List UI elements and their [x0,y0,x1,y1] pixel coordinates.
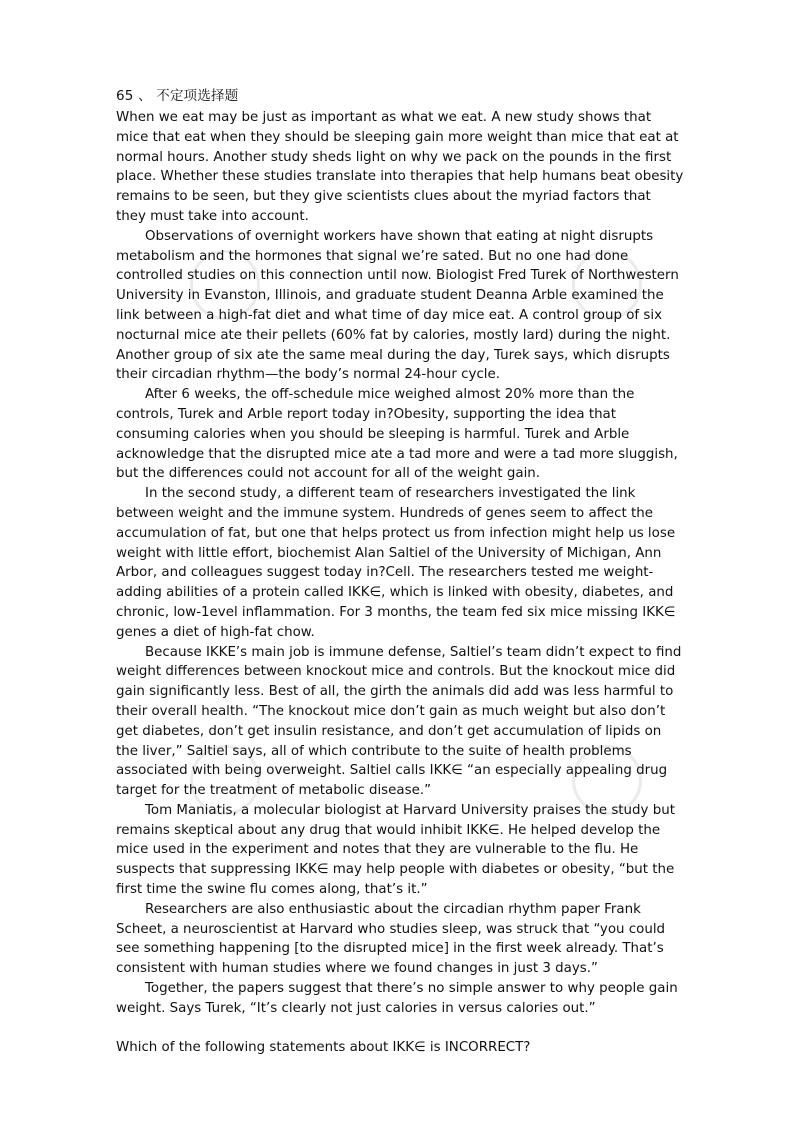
paragraph-4: In the second study, a different team of researchers investigated the link between weight and the immune system. Hundreds of genes seem to affect the accumulation of fat, but one that helps protect us from infection might help us lose weight with little effort, biochemist Alan Saltiel of the University of Michigan, Ann Arbor, and colleagues suggest today in?Cell. The researchers tested me weight-adding abilities of a protein called IKK∈, which is linked with obesity, diabetes, and chronic, low-1evel inflammation. For 3 months, the team fed six mice missing IKK∈ genes a diet of high-fat chow. [116,486,676,640]
question-heading: 65 、 不定项选择题 [116,88,239,104]
paragraph-2: Observations of overnight workers have shown that eating at night disrupts metabolism and the hormones that signal we’re sated. But no one had done controlled studies on this connection until now. Biologist Fred Turek of Northwestern University in Evanston, Illinois, and graduate student Deanna Arble examined the link between a high-fat diet and what time of day mice eat. A control group of six nocturnal mice ate their pellets (60% fat by calories, mostly lard) during the night. Another group of six ate the same meal during the day, Turek says, which disrupts their circadian rhythm—the body’s normal 24-hour cycle. [116,228,679,383]
document-page [116,86,684,1057]
paragraph-7: Researchers are also enthusiastic about the circadian rhythm paper Frank Scheet, a neuroscientist at Harvard who studies sleep, was struck that “you could see something happening [to the disrupted mice] in the first week already. That’s consistent with human studies where we found changes in just 3 days.” [116,901,666,977]
paragraph-6: Tom Maniatis, a molecular biologist at Harvard University praises the study but remains skeptical about any drug that would inhibit IKK∈. He helped develop the mice used in the experiment and notes that they are vulnerable to the flu. He suspects that suppressing IKK∈ may help people with diabetes or obesity, “but the first time the swine flu comes along, that’s it.” [116,802,675,898]
paragraph-3: After 6 weeks, the off-schedule mice weighed almost 20% more than the controls, Turek and Arble report today in?Obesity, supporting the idea that consuming calories when you should be sleeping is harmful. Turek and Arble acknowledge that the disrupted mice ate a tad more and were a tad more sluggish, but the differences could not account for all of the weight gain. [116,387,678,482]
paragraph-8: Together, the papers suggest that there’s no simple answer to why people gain weight. Says Turek, “It’s clearly not just calories in versus calories out.” [116,981,678,1016]
paragraph-5: Because IKKE’s main job is immune defense, Saltiel’s team didn’t expect to find weight differences between knockout mice and controls. But the knockout mice did gain significantly less. Best of all, the girth the animals did add was less harmful to their overall health. “The knockout mice don’t gain as much weight but also don’t get diabetes, don’t get insulin resistance, and don’t get accumulation of lipids on the liver,” Saltiel says, all of which contribute to the suite of health problems associated with being overweight. Saltiel calls IKK∈ “an especially appealing drug target for the treatment of metabolic disease.” [116,644,682,799]
paragraph-1: When we eat may be just as important as what we eat. A new study shows that mice that eat when they should be sleeping gain more weight than mice that eat at normal hours. Another study sheds light on why we pack on the pounds in the first place. Whether these studies translate into therapies that help humans beat obesity remains to be seen, but they give scientists clues about the myriad factors that they must take into account. [116,110,684,224]
question-prompt: Which of the following statements about IKK∈ is INCORRECT? [116,1039,531,1055]
